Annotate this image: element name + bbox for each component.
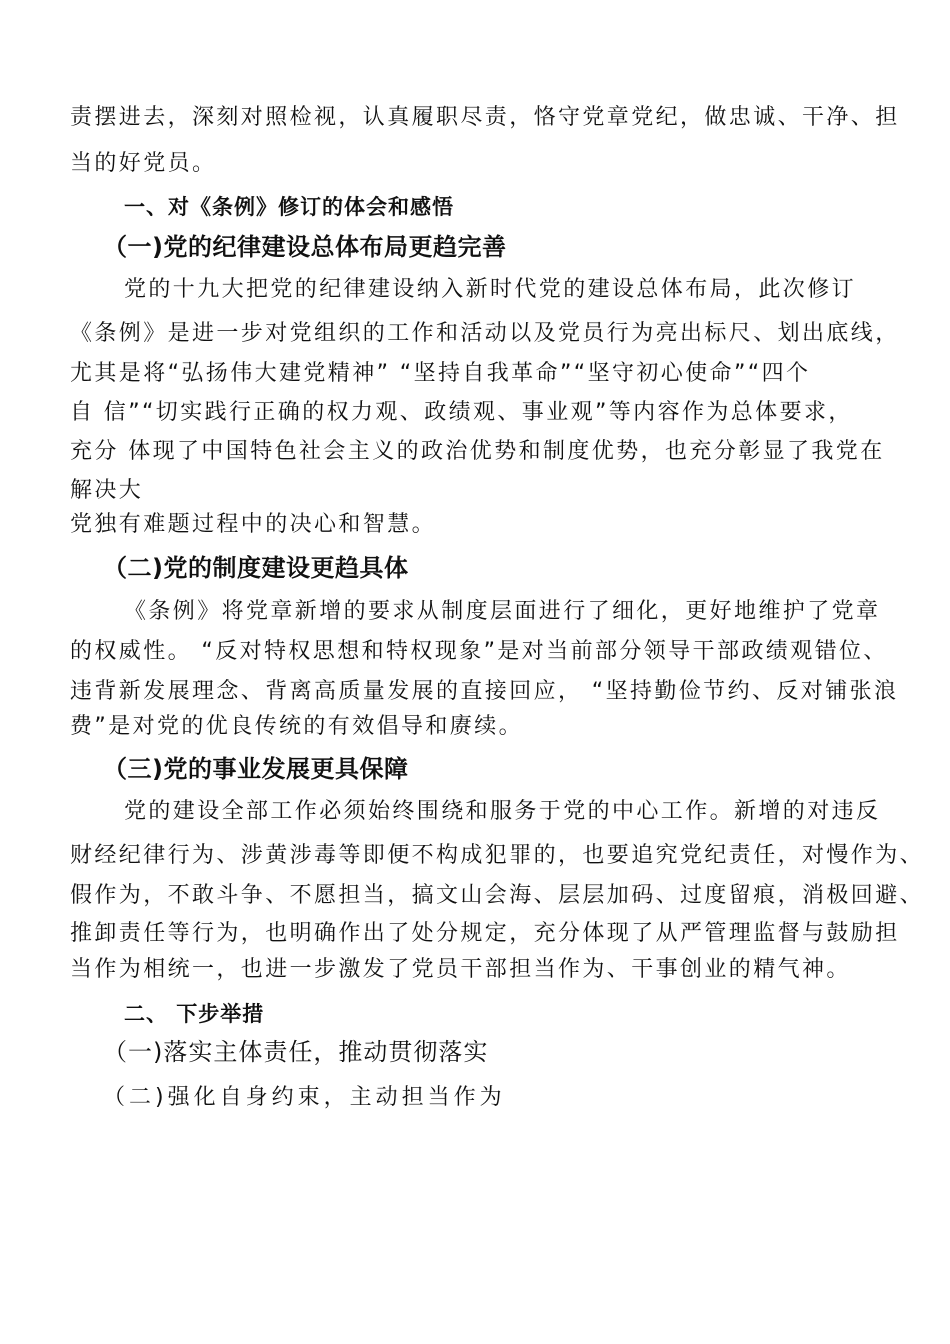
paragraph-line: 充分 体现了中国特色社会主义的政治优势和制度优势，也充分彰显了我党在 [70, 439, 885, 464]
paragraph-line: 党的十九大把党的纪律建设纳入新时代党的建设总体布局，此次修订 [124, 277, 857, 302]
subsection-heading-1-3: （三)党的事业发展更具保障 [103, 755, 409, 783]
paragraph-line: 解决大 [70, 478, 144, 503]
subsection-heading-1-1: （一)党的纪律建设总体布局更趋完善 [103, 233, 507, 261]
paragraph-line: 当作为相统一，也进一步激发了党员干部担当作为、干事创业的精气神。 [70, 957, 851, 982]
paragraph-line: 假作为，不敢斗争、不愿担当，搞文山会海、层层加码、过度留痕，消极回避、 [70, 883, 925, 908]
paragraph-line: 推卸责任等行为，也明确作出了处分规定，充分体现了从严管理监督与鼓励担 [70, 921, 900, 946]
paragraph-line: 费”是对党的优良传统的有效倡导和赓续。 [70, 714, 523, 739]
paragraph-line: 党独有难题过程中的决心和智慧。 [70, 512, 437, 537]
subsection-heading-2-1: （一)落实主体责任，推动贯彻落实 [103, 1038, 489, 1066]
paragraph-line: 当的好党员。 [70, 151, 217, 176]
section-heading-1: 一、对《条例》修订的体会和感悟 [124, 195, 454, 219]
section-heading-2: 二、 下步举措 [124, 1002, 265, 1026]
paragraph-line: 的权威性。 “反对特权思想和特权现象”是对当前部分领导干部政绩观错位、 [70, 639, 888, 664]
subsection-heading-2-2: （二)强化自身约束，主动担当作为 [103, 1085, 506, 1110]
paragraph-line: 《条例》将党章新增的要求从制度层面进行了细化，更好地维护了党章 [124, 599, 881, 624]
paragraph-line: 违背新发展理念、背离高质量发展的直接回应， “坚持勤俭节约、反对铺张浪 [70, 679, 899, 704]
paragraph-line: 尤其是将“弘扬伟大建党精神” “坚持自我革命”“坚守初心使命”“四个 [70, 361, 811, 386]
paragraph-line: 财经纪律行为、涉黄涉毒等即便不构成犯罪的，也要追究党纪责任，对慢作为、 [70, 843, 925, 868]
paragraph-line: 自 信”“切实践行正确的权力观、政绩观、事业观”等内容作为总体要求， [70, 400, 853, 425]
paragraph-line: 责摆进去，深刻对照检视，认真履职尽责，恪守党章党纪，做忠诚、干净、担 [70, 105, 900, 130]
subsection-heading-1-2: （二)党的制度建设更趋具体 [103, 554, 409, 582]
paragraph-line: 党的建设全部工作必须始终围绕和服务于党的中心工作。新增的对违反 [124, 799, 881, 824]
paragraph-line: 《条例》是进一步对党组织的工作和活动以及党员行为亮出标尺、划出底线， [70, 321, 900, 346]
